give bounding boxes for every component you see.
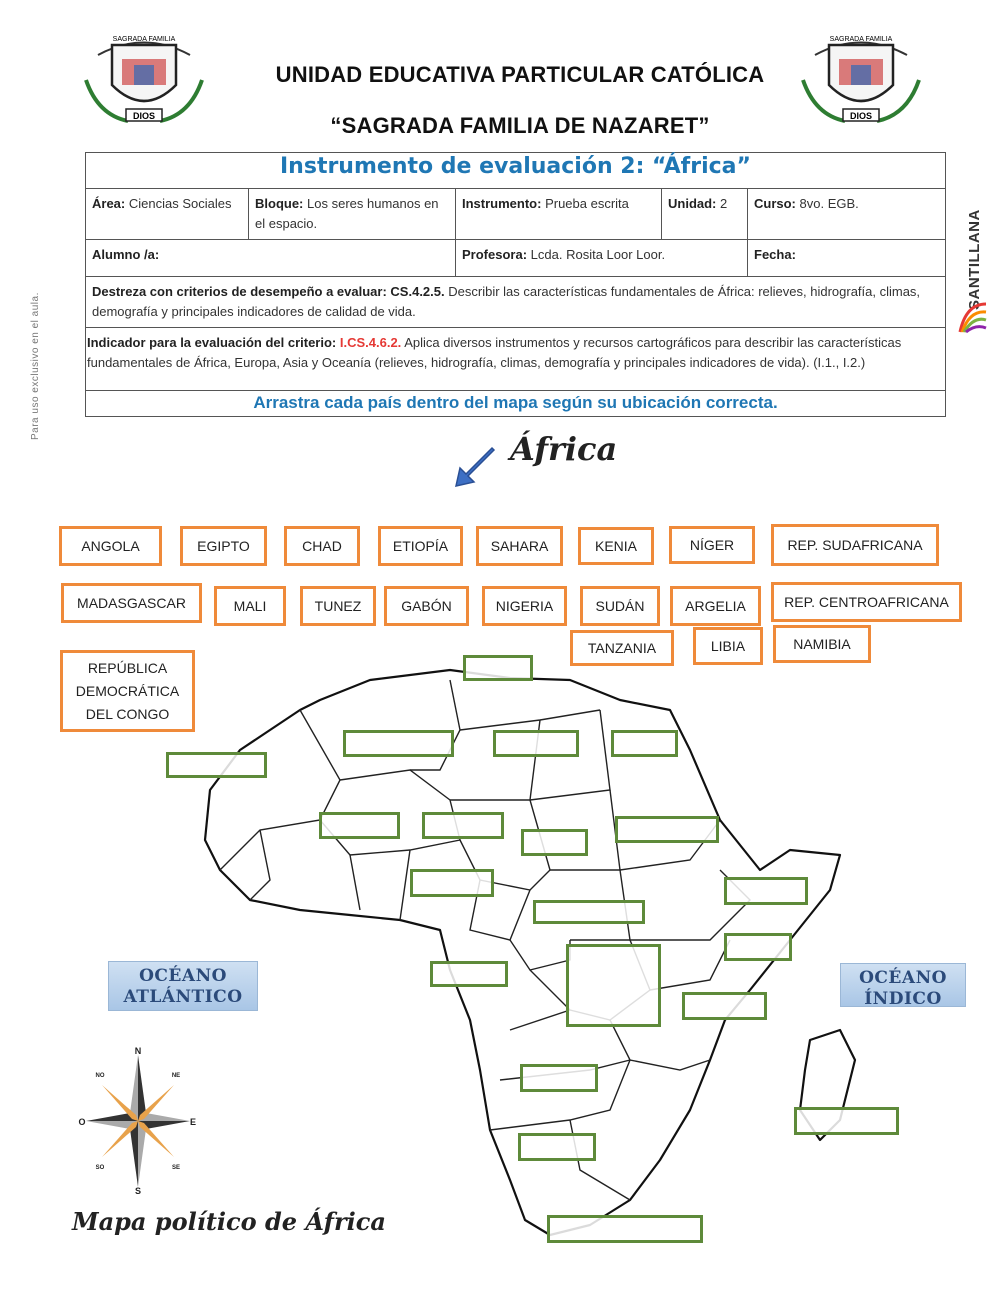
atlantic-line1: OCÉANO: [139, 966, 227, 986]
unidad-value: 2: [720, 196, 728, 211]
crest-right-banner: SAGRADA FAMILIA: [829, 36, 893, 43]
destreza-code: CS.4.2.5.: [390, 284, 445, 299]
country-chip-tanzania[interactable]: TANZANIA: [570, 630, 674, 666]
drop-target[interactable]: [410, 869, 494, 897]
drop-target[interactable]: [724, 877, 808, 905]
compass-no: NO: [95, 1073, 105, 1079]
school-name-line2: “SAGRADA FAMILIA DE NAZARET”: [330, 113, 710, 138]
country-chip-nigeria[interactable]: NIGERIA: [482, 586, 567, 626]
country-chip-tunez[interactable]: TUNEZ: [300, 586, 376, 626]
drop-target[interactable]: [682, 992, 767, 1020]
area-cell: [86, 189, 249, 240]
compass-o: O: [78, 1117, 86, 1127]
bloque-cell: [249, 189, 456, 240]
drop-target[interactable]: [547, 1215, 703, 1243]
drop-target[interactable]: [518, 1133, 596, 1161]
destreza-cell: [86, 277, 946, 328]
bloque-value: Los seres humanos en el espacio.: [255, 196, 439, 231]
area-value: Ciencias Sociales: [128, 196, 232, 211]
drop-target[interactable]: [319, 812, 400, 839]
evaluation-info-table: [85, 152, 946, 417]
brand-logo-text: SANTILLANA: [966, 209, 983, 310]
drop-target[interactable]: [463, 655, 533, 681]
country-chip-madagascar[interactable]: MADASGASCAR: [61, 583, 202, 623]
drop-target[interactable]: [493, 730, 579, 757]
compass-s: S: [134, 1186, 142, 1195]
drop-target[interactable]: [794, 1107, 899, 1135]
country-chip-argelia[interactable]: ARGELIA: [670, 586, 761, 626]
alumno-cell[interactable]: [86, 240, 456, 277]
compass-se: SE: [171, 1165, 181, 1171]
drop-target[interactable]: [422, 812, 504, 839]
fecha-cell[interactable]: [748, 240, 946, 277]
country-chip-namibia[interactable]: NAMIBIA: [773, 625, 871, 663]
school-name-line1: UNIDAD EDUCATIVA PARTICULAR CATÓLICA: [275, 62, 765, 87]
drop-target[interactable]: [724, 933, 792, 961]
drop-target[interactable]: [615, 816, 719, 843]
drop-target[interactable]: [520, 1064, 598, 1092]
indian-line2: ÍNDICO: [864, 989, 942, 1009]
compass-n: N: [134, 1046, 142, 1056]
country-chip-niger[interactable]: NÍGER: [669, 526, 755, 564]
country-chip-angola[interactable]: ANGOLA: [59, 526, 162, 566]
indian-ocean-label: [840, 963, 966, 1007]
bloque-label: Bloque:: [255, 196, 304, 211]
curso-cell: [748, 189, 946, 240]
curso-label: Curso:: [754, 196, 796, 211]
compass-so: SO: [95, 1165, 105, 1171]
country-chip-sudan[interactable]: SUDÁN: [580, 586, 660, 626]
compass-e: E: [189, 1117, 197, 1127]
crest-left-banner: SAGRADA FAMILIA: [112, 36, 176, 43]
drop-target[interactable]: [430, 961, 508, 987]
atlantic-ocean-label: [108, 961, 258, 1011]
compass-ne: NE: [171, 1073, 181, 1079]
drop-target[interactable]: [533, 900, 645, 924]
country-chip-rep-sudafricana[interactable]: REP. SUDAFRICANA: [771, 524, 939, 566]
country-chip-kenia[interactable]: KENIA: [578, 527, 654, 565]
atlantic-line2: ATLÁNTICO: [123, 987, 243, 1007]
country-chip-mali[interactable]: MALI: [214, 586, 286, 626]
indicador-text: Aplica diversos instrumentos y recursos cartográficos para describir las características fundamentales de África, Europa, Asia y Oceanía (relieves, hidrografía, climas, demografía y principales indicadores de vida). (I.1., I.2.): [87, 335, 902, 370]
indicador-label: Indicador para la evaluación del criterio:: [87, 335, 337, 350]
destreza-text: Describir las características fundamentales de África: relieves, hidrografía, climas, demografía y principales indicadores de calidad de vida.: [92, 284, 921, 319]
country-chip-sahara[interactable]: SAHARA: [476, 526, 563, 566]
drop-target[interactable]: [611, 730, 678, 757]
instrumento-value: Prueba escrita: [545, 196, 629, 211]
side-note: Para uso exclusivo en el aula.: [30, 292, 41, 440]
indian-line1: OCÉANO: [859, 968, 947, 988]
instrumento-label: Instrumento:: [462, 196, 542, 211]
indicador-code: I.CS.4.6.2.: [339, 335, 402, 350]
evaluation-title: Instrumento de evaluación 2: “África”: [86, 153, 946, 189]
drop-target[interactable]: [166, 752, 267, 778]
area-label: Área:: [92, 196, 126, 211]
map-caption: Mapa político de África: [72, 1207, 386, 1236]
country-chip-chad[interactable]: CHAD: [284, 526, 360, 566]
indicador-cell: [86, 328, 946, 391]
santillana-logo-icon: [956, 300, 990, 336]
profesora-cell: [456, 240, 748, 277]
unidad-label: Unidad:: [668, 196, 717, 211]
fecha-label: Fecha:: [754, 247, 796, 262]
crest-left-motto: DIOS: [132, 111, 156, 121]
drop-target[interactable]: [521, 829, 588, 856]
school-crest-left: [78, 25, 210, 125]
country-chip-gabon[interactable]: GABÓN: [384, 586, 469, 626]
destreza-label: Destreza con criterios de desempeño a evaluar:: [92, 284, 387, 299]
arrow-down-left-icon: [452, 446, 498, 490]
country-chip-libia[interactable]: LIBIA: [693, 627, 763, 665]
country-chip-rep-centroafricana[interactable]: REP. CENTROAFRICANA: [771, 582, 962, 622]
drop-target[interactable]: [566, 944, 661, 1027]
country-chip-egipto[interactable]: EGIPTO: [180, 526, 267, 566]
country-chip-rep-dem-congo[interactable]: REPÚBLICA DEMOCRÁTICA DEL CONGO: [60, 650, 195, 732]
instrumento-cell: [456, 189, 662, 240]
unidad-cell: [662, 189, 748, 240]
compass-rose-icon: [78, 1045, 198, 1195]
profesora-value: Lcda. Rosita Loor Loor.: [530, 247, 666, 262]
drop-target[interactable]: [343, 730, 454, 757]
crest-right-motto: DIOS: [849, 111, 873, 121]
profesora-label: Profesora:: [462, 247, 528, 262]
curso-value: 8vo. EGB.: [799, 196, 859, 211]
instruction-text: Arrastra cada país dentro del mapa según su ubicación correcta.: [86, 391, 946, 417]
africa-heading: África: [510, 430, 618, 468]
alumno-label: Alumno /a:: [92, 247, 160, 262]
country-chip-etiopia[interactable]: ETIOPÍA: [378, 526, 463, 566]
